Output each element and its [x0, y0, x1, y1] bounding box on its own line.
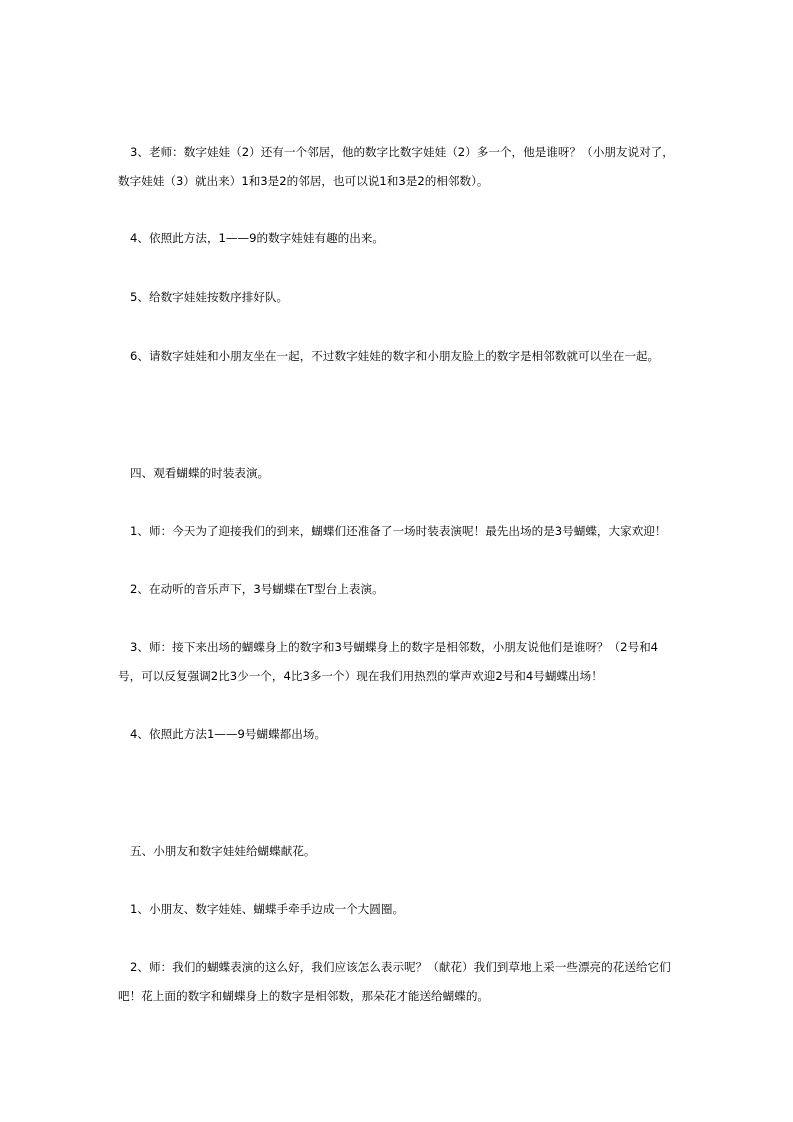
paragraph-step-5-order: 5、给数字娃娃按数序排好队。 — [130, 289, 289, 304]
paragraph-fashion-step-4: 4、依照此方法1——9号蝴蝶都出场。 — [130, 726, 327, 741]
paragraph-fashion-step-3: 3、师：接下来出场的蝴蝶身上的数字和3号蝴蝶身上的数字是相邻数，小朋友说他们是谁呀？（2号和4号，可以反复强调2比3少一个，4比3多一个）现在我们用热烈的掌声欢迎2号和4号蝴蝶出场！ — [118, 639, 659, 683]
paragraph-step-6-sit: 6、请数字娃娃和小朋友坐在一起，不过数字娃娃的数字和小朋友脸上的数字是相邻数就可以坐在一起。 — [130, 348, 660, 363]
paragraph-flower-step-2: 2、师：我们的蝴蝶表演的这么好，我们应该怎么表示呢？（献花）我们到草地上采一些漂亮的花送给它们吧！花上面的数字和蝴蝶身上的数字是相邻数，那朵花才能送给蝴蝶的。 — [118, 959, 671, 1003]
paragraph-fashion-step-1: 1、师：今天为了迎接我们的到来，蝴蝶们还准备了一场时装表演呢！最先出场的是3号蝴蝶，大家欢迎！ — [130, 523, 667, 538]
section-heading-4: 四、观看蝴蝶的时装表演。 — [130, 465, 270, 480]
paragraph-fashion-step-2: 2、在动听的音乐声下，3号蝴蝶在T型台上表演。 — [130, 581, 384, 596]
paragraph-flower-step-1: 1、小朋友、数字娃娃、蝴蝶手牵手边成一个大圆圈。 — [130, 901, 405, 916]
paragraph-step-4-dolls: 4、依照此方法，1——9的数字娃娃有趣的出来。 — [130, 230, 385, 245]
section-heading-5: 五、小朋友和数字娃娃给蝴蝶献花。 — [130, 843, 316, 858]
paragraph-step-3-neighbor: 3、老师：数字娃娃（2）还有一个邻居，他的数字比数字娃娃（2）多一个，他是谁呀？（小朋友说对了，数字娃娃（3）就出来）1和3是2的邻居，也可以说1和3是2的相邻数）。 — [118, 144, 674, 188]
